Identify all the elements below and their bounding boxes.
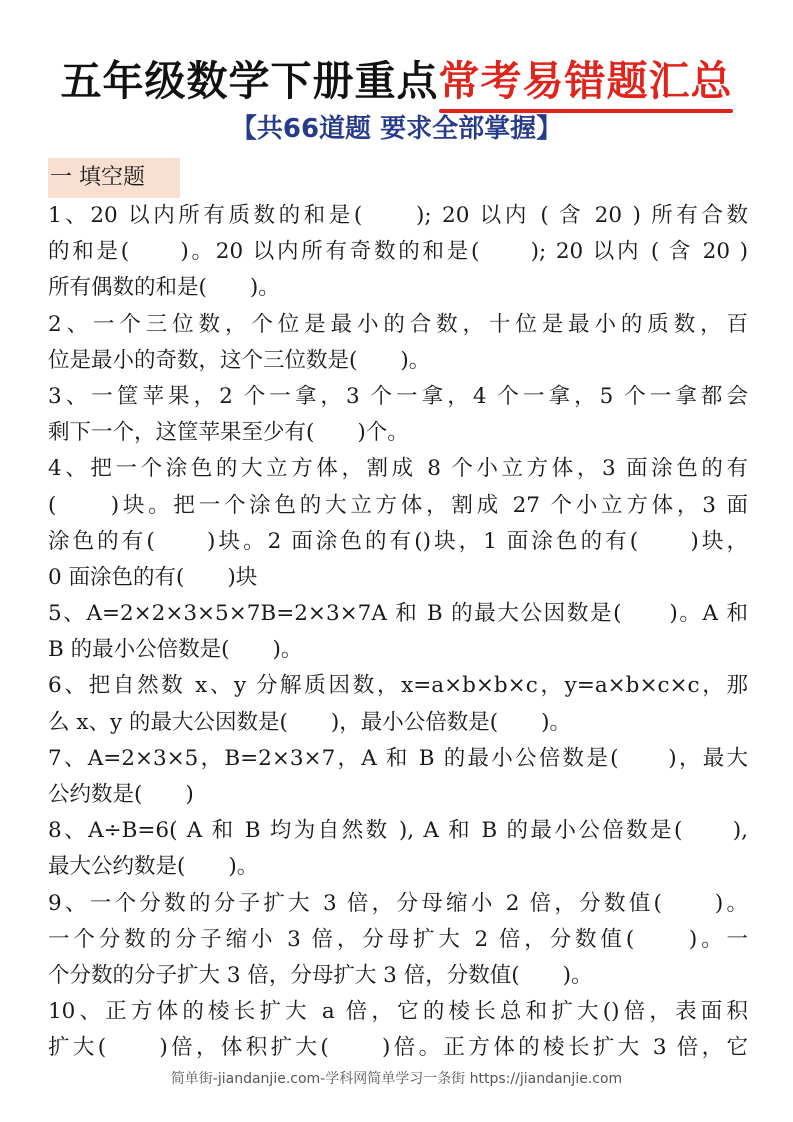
text-line: 位是最小的奇数，这个三位数是( )。 — [48, 347, 431, 373]
title-red-part: 常考易错题汇总 — [439, 48, 733, 107]
text-line: 8、A÷B=6( A 和 B 均为自然数 ), A 和 B 的最小公倍数是( ), — [48, 818, 748, 844]
title-black-part: 五年级数学下册重点 — [60, 57, 439, 105]
text-line: 公约数是( ) — [48, 782, 194, 807]
text-line: 4、把一个涂色的大立方体，割成 8 个小立方体，3 面涂色的有 — [48, 456, 748, 482]
text-line: 扩大( )倍，体积扩大( )倍。正方体的棱长扩大 3 倍，它 — [48, 1035, 748, 1061]
text-line: 7、A=2×3×5，B=2×3×7，A 和 B 的最小公倍数是( )，最大 — [48, 745, 748, 771]
question-content — [48, 198, 748, 1067]
text-line: 个分数的分子扩大 3 倍，分母扩大 3 倍，分数值( )。 — [48, 962, 593, 988]
page-subtitle: 【共66道题 要求全部掌握】 — [230, 114, 563, 144]
text-line: 6、把自然数 x、y 分解质因数，x=a×b×b×c，y=a×b×c×c，那 — [48, 673, 748, 699]
text-line: ( )块。把一个涂色的大立方体，割成 27 个小立方体，3 面 — [48, 492, 748, 518]
text-line: 3、一筐苹果，2 个一拿，3 个一拿，4 个一拿，5 个一拿都会 — [48, 383, 748, 409]
text-line: 0 面涂色的有( )块 — [48, 564, 258, 590]
section-heading-fill-blank: 一 填空题 — [48, 158, 180, 198]
text-line: 9、一个分数的分子扩大 3 倍，分母缩小 2 倍，分数值( )。 — [48, 890, 748, 916]
text-line: 剩下一个，这筐苹果至少有( )个。 — [48, 420, 409, 446]
text-line: 2、一个三位数，个位是最小的合数，十位是最小的质数，百 — [48, 311, 748, 337]
text-line: 一个分数的分子缩小 3 倍，分母扩大 2 倍，分数值( )。一 — [48, 926, 748, 952]
text-line: 1、20 以内所有质数的和是( ); 20 以内 ( 含 20 ) 所有合数 — [48, 203, 748, 228]
text-line: 的和是( )。20 以内所有奇数的和是( ); 20 以内 ( 含 20 ) — [48, 239, 748, 265]
text-line: 5、A=2×2×3×5×7B=2×3×7A 和 B 的最大公因数是( )。A 和 — [48, 601, 748, 627]
text-line: 所有偶数的和是( )。 — [48, 275, 280, 301]
text-line: 么 x、y 的最大公因数是( )，最小公倍数是( )。 — [48, 709, 571, 735]
text-line: 10、正方体的棱长扩大 a 倍，它的棱长总和扩大()倍，表面积 — [48, 999, 748, 1025]
footer-watermark: 简单街-jiandanjie.com-学科网简单学习一条街 https://jiandanjie.com — [170, 1071, 623, 1087]
page-title — [0, 48, 793, 107]
text-line: B 的最小公倍数是( )。 — [48, 637, 303, 663]
text-line: 最大公约数是( )。 — [48, 854, 259, 880]
text-line: 涂色的有( )块。2 面涂色的有()块，1 面涂色的有( )块， — [48, 528, 748, 554]
